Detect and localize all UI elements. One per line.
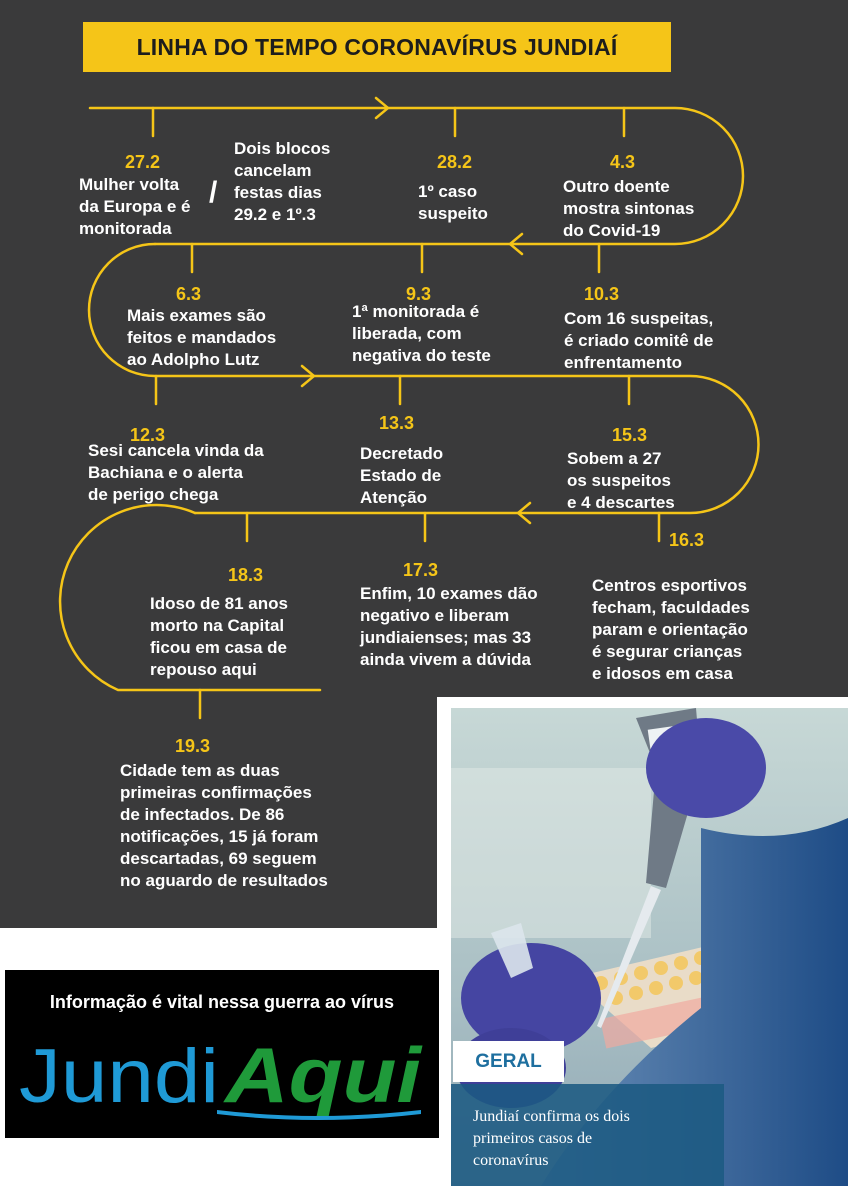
banner-slogan: Informação é vital nessa guerra ao vírus bbox=[49, 992, 395, 1012]
event-separator: / bbox=[209, 176, 218, 209]
headline-text[interactable]: Jundiaí confirma os dois primeiros casos de coronavírus bbox=[473, 1108, 630, 1169]
event-date: 6.3 bbox=[176, 284, 202, 304]
event-text: Com 16 suspeitas, é criado comitê de enfrentamento bbox=[564, 309, 714, 372]
event-text: Decretado Estado de Atenção bbox=[360, 444, 444, 507]
category-tag[interactable]: GERAL bbox=[453, 1041, 564, 1082]
timeline-title: LINHA DO TEMPO CORONAVÍRUS JUNDIAÍ bbox=[136, 33, 618, 60]
timeline-title-box bbox=[83, 22, 671, 72]
event-text: Idoso de 81 anos morto na Capital ficou em casa de repouso aqui bbox=[150, 594, 288, 679]
headline-box[interactable] bbox=[451, 1084, 724, 1186]
event-date: 18.3 bbox=[228, 565, 264, 585]
event-date: 13.3 bbox=[379, 413, 415, 433]
event-date: 28.2 bbox=[437, 152, 473, 172]
event-date: 19.3 bbox=[175, 736, 211, 756]
event-text: Sesi cancela vinda da Bachiana e o alerta de perigo chega bbox=[88, 441, 264, 504]
event-text: 1ª monitorada é liberada, com negativa do teste bbox=[352, 302, 491, 365]
event-text: Enfim, 10 exames dão negativo e liberam jundiaienses; mas 33 ainda vivem a dúvida bbox=[360, 584, 538, 669]
jundiaqui-logo bbox=[17, 1026, 429, 1126]
event-date: 17.3 bbox=[403, 560, 439, 580]
event-text: Dois blocos cancelam festas dias 29.2 e 1º.3 bbox=[234, 139, 331, 224]
event-date: 4.3 bbox=[610, 152, 636, 172]
event-text: Cidade tem as duas primeiras confirmações de infectados. De 86 notificações, 15 já foram descartadas, 69 seguem no aguardo de resultados bbox=[120, 761, 328, 890]
event-date: 15.3 bbox=[612, 425, 648, 445]
event-text: 1º caso suspeito bbox=[418, 182, 488, 223]
jundiaqui-banner[interactable] bbox=[5, 970, 439, 1138]
event-text: Sobem a 27 os suspeitos e 4 descartes bbox=[567, 449, 675, 512]
event-text: Centros esportivos fecham, faculdades param e orientação é segurar crianças e idosos em casa bbox=[592, 576, 750, 683]
event-date: 16.3 bbox=[669, 530, 705, 550]
event-text: Mulher volta da Europa e é monitorada bbox=[79, 175, 191, 238]
event-text: Mais exames são feitos e mandados ao Adolpho Lutz bbox=[127, 306, 277, 369]
event-date: 12.3 bbox=[130, 425, 166, 445]
logo-part2: Aqui bbox=[222, 1031, 423, 1119]
logo-part1: Jundi bbox=[19, 1034, 219, 1119]
event-date: 27.2 bbox=[125, 152, 161, 172]
event-text: Outro doente mostra sintonas do Covid-19 bbox=[563, 177, 695, 240]
event-date: 9.3 bbox=[406, 284, 432, 304]
event-date: 10.3 bbox=[584, 284, 620, 304]
